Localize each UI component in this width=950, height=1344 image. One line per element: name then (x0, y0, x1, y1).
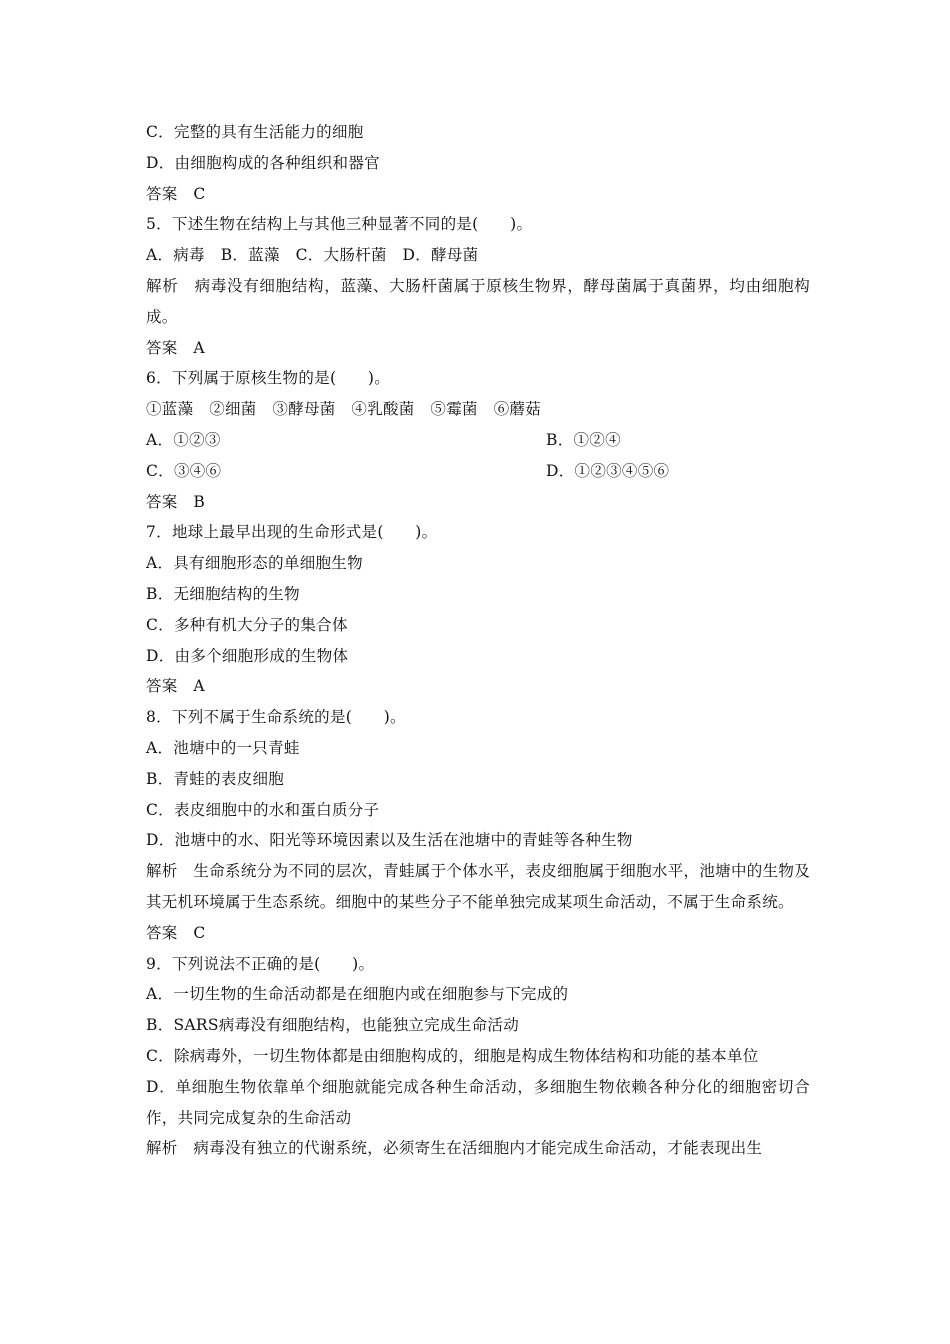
option-a-q7: A．具有细胞形态的单细胞生物 (146, 554, 363, 573)
explanation-q8: 解析 生命系统分为不同的层次，青蛙属于个体水平，表皮细胞属于细胞水平，池塘中的生物及其无机环境属于生态系统。细胞中的某些分子不能单独完成某项生命活动，不属于生命系统。 (146, 862, 810, 911)
option-c-q8: C．表皮细胞中的水和蛋白质分子 (146, 800, 380, 819)
option-a-q8: A．池塘中的一只青蛙 (146, 738, 300, 757)
options-q5: A．病毒 B．蓝藻 C．大肠杆菌 D．酵母菌 (146, 246, 479, 265)
items-q6: ①蓝藻 ②细菌 ③酵母菌 ④乳酸菌 ⑤霉菌 ⑥蘑菇 (146, 400, 542, 419)
options-row-ab-q6 (146, 425, 810, 456)
option-a-q6: A．①②③ (146, 430, 221, 449)
option-d-q4: D．由细胞构成的各种组织和器官 (146, 153, 380, 172)
answer-q4: 答案 C (146, 184, 206, 203)
option-b-q6: B．①②④ (546, 430, 621, 449)
answer-q8: 答案 C (146, 923, 206, 942)
answer-q6: 答案 B (146, 492, 206, 511)
question-9: 9．下列说法不正确的是( )。 (146, 954, 375, 973)
options-row-cd-q6 (146, 456, 810, 487)
option-b-q7: B．无细胞结构的生物 (146, 584, 300, 603)
explanation-q9: 解析 病毒没有独立的代谢系统，必须寄生在活细胞内才能完成生命活动，才能表现出生 (146, 1139, 763, 1158)
question-6: 6．下列属于原核生物的是( )。 (146, 369, 391, 388)
option-d-q6: D．①②③④⑤⑥ (546, 461, 670, 480)
option-b-q9: B．SARS病毒没有细胞结构，也能独立完成生命活动 (146, 1016, 519, 1035)
option-d-q9: D．单细胞生物依靠单个细胞就能完成各种生命活动，多细胞生物依赖各种分化的细胞密切合作，共同完成复杂的生命活动 (146, 1077, 810, 1127)
document-body (146, 117, 810, 1164)
option-a-q9: A．一切生物的生命活动都是在细胞内或在细胞参与下完成的 (146, 985, 569, 1004)
option-d-q8: D．池塘中的水、阳光等环境因素以及生活在池塘中的青蛙等各种生物 (146, 831, 633, 850)
question-7: 7．地球上最早出现的生命形式是( )。 (146, 523, 438, 542)
option-c-q4: C．完整的具有生活能力的细胞 (146, 123, 364, 141)
option-b-q8: B．青蛙的表皮细胞 (146, 769, 285, 788)
explanation-q5: 解析 病毒没有细胞结构，蓝藻、大肠杆菌属于原核生物界，酵母菌属于真菌界，均由细胞构成。 (146, 276, 810, 326)
option-d-q7: D．由多个细胞形成的生物体 (146, 646, 349, 665)
option-c-q6: C．③④⑥ (146, 461, 222, 480)
question-5: 5．下述生物在结构上与其他三种显著不同的是( )。 (146, 215, 533, 234)
option-c-q9: C．除病毒外，一切生物体都是由细胞构成的，细胞是构成生物体结构和功能的基本单位 (146, 1046, 759, 1065)
question-8: 8．下列不属于生命系统的是( )。 (146, 708, 406, 727)
option-c-q7: C．多种有机大分子的集合体 (146, 615, 348, 634)
answer-q7: 答案 A (146, 677, 205, 696)
answer-q5: 答案 A (146, 338, 205, 357)
